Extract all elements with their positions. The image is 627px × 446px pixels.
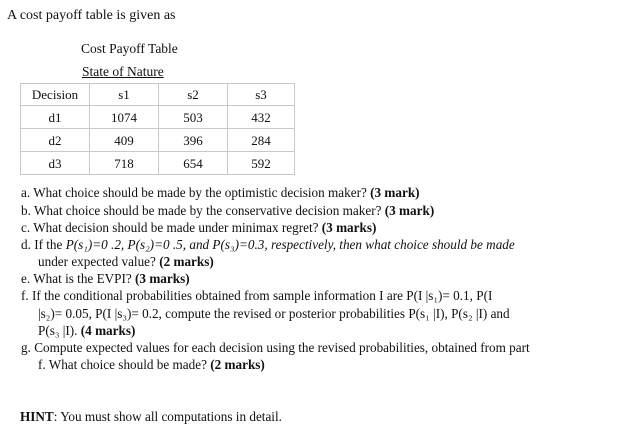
question-f-cont (38, 306, 510, 322)
cell: 503 (159, 106, 228, 129)
cell: 396 (159, 129, 228, 152)
question-c (21, 220, 376, 236)
table-header-row (21, 84, 295, 106)
table-row (21, 106, 295, 129)
table-caption: Cost Payoff Table (81, 41, 178, 56)
question-c-marks: (3 marks) (321, 220, 377, 235)
payoff-table (20, 83, 295, 175)
cell: 654 (159, 152, 228, 175)
cell: 409 (90, 129, 159, 152)
question-g-cont (38, 357, 265, 373)
question-f-line1: f. If the conditional probabilities obtained from sample information I are P(I |s₁)= 0.1, P(I (21, 288, 493, 303)
row-label: d3 (21, 152, 90, 175)
question-f-cont2 (38, 323, 135, 339)
header-decision: Decision (21, 84, 90, 106)
row-label: d2 (21, 129, 90, 152)
question-d (21, 237, 515, 253)
hint-label: HINT (20, 409, 54, 424)
question-a-marks: (3 mark) (370, 185, 420, 200)
question-f-line3: P(s₃ |I). (38, 323, 78, 338)
question-b (21, 203, 434, 219)
cell: 718 (90, 152, 159, 175)
row-label: d1 (21, 106, 90, 129)
question-b-marks: (3 mark) (384, 203, 435, 218)
question-e (21, 271, 190, 287)
cell: 592 (228, 152, 295, 175)
question-g (21, 340, 530, 356)
table-row (21, 152, 295, 175)
question-d-line2: under expected value? (38, 254, 156, 269)
question-c-text: c. What decision should be made under minimax regret? (21, 220, 319, 235)
question-e-marks: (3 marks) (135, 271, 190, 286)
question-g-marks: (2 marks) (210, 357, 265, 372)
hint-note (20, 409, 282, 425)
question-b-text: b. What choice should be made by the conservative decision maker? (21, 203, 382, 218)
header-s3: s3 (228, 84, 295, 106)
cell: 1074 (90, 106, 159, 129)
question-d-marks: (2 marks) (159, 254, 214, 269)
question-f-marks: (4 marks) (80, 323, 136, 338)
question-d-probs: P(s₁)=0 .2, P(s₂)=0 .5, and P(s₃)=0.3, respectively, then what choice should be made (65, 237, 515, 252)
header-s2: s2 (159, 84, 228, 106)
table-row (21, 129, 295, 152)
cell: 284 (228, 129, 295, 152)
header-s1: s1 (90, 84, 159, 106)
question-e-text: e. What is the EVPI? (21, 271, 132, 286)
question-a (21, 185, 420, 201)
question-a-text: a. What choice should be made by the optimistic decision maker? (21, 185, 367, 200)
state-of-nature-caption: State of Nature (82, 64, 164, 79)
question-g-line2: f. What choice should be made? (38, 357, 207, 372)
cell: 432 (228, 106, 295, 129)
question-f-line2: |s₂)= 0.05, P(I |s₃)= 0.2, compute the revised or posterior probabilities P(s₁ |I), P(s₂ |I) and (38, 306, 510, 321)
question-g-line1: g. Compute expected values for each decision using the revised probabilities, obtained from part (21, 340, 530, 355)
intro-text: A cost payoff table is given as (7, 8, 176, 23)
question-d-lead: d. If the (21, 237, 63, 252)
question-f (21, 288, 492, 304)
question-d-cont (38, 254, 214, 270)
hint-text: : You must show all computations in detail. (53, 409, 282, 424)
